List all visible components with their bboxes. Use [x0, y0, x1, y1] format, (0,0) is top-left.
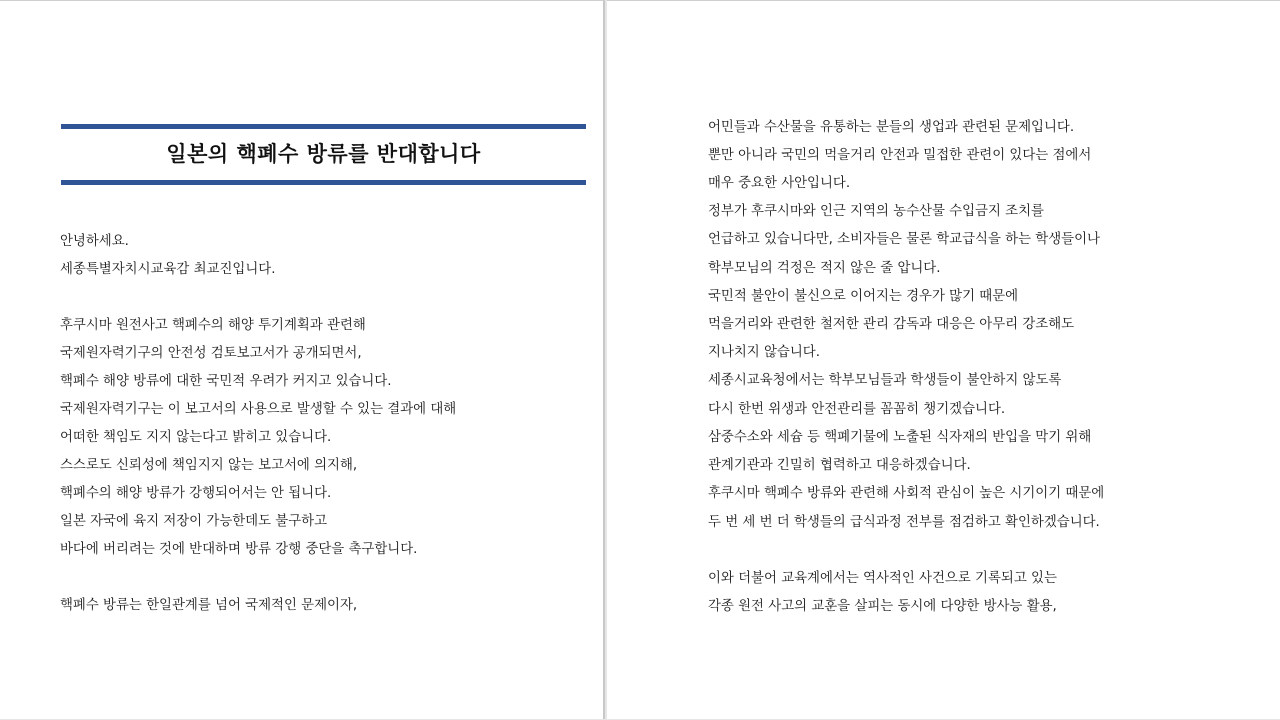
text-line: 매우 중요한 사안입니다.: [708, 176, 851, 191]
text-line: 먹을거리와 관련한 철저한 관리 감독과 대응은 아무리 강조해도: [708, 317, 1075, 332]
text-line: 뿐만 아니라 국민의 먹을거리 안전과 밀접한 관련이 있다는 점에서: [708, 148, 1092, 163]
text-line: 어떠한 책임도 지지 않는다고 밝히고 있습니다.: [60, 430, 332, 445]
text-line: 지나치지 않습니다.: [708, 345, 820, 360]
text-line: 다시 한번 위생과 안전관리를 꼼꼼히 챙기겠습니다.: [708, 402, 1006, 417]
text-line: 세종시교육청에서는 학부모님들과 학생들이 불안하지 않도록: [708, 373, 1062, 388]
text-line: 후쿠시마 핵폐수 방류와 관련해 사회적 관심이 높은 시기이기 때문에: [708, 486, 1105, 501]
text-line: 안녕하세요.: [60, 234, 129, 249]
text-line: 학부모님의 걱정은 적지 않은 줄 압니다.: [708, 261, 941, 276]
text-line: 두 번 세 번 더 학생들의 급식과정 전부를 점검하고 확인하겠습니다.: [708, 515, 1100, 530]
text-line: 스스로도 신뢰성에 책임지지 않는 보고서에 의지해,: [60, 458, 358, 473]
text-line: 언급하고 있습니다만, 소비자들은 물론 학교급식을 하는 학생들이나: [708, 232, 1100, 247]
text-line: 바다에 버리려는 것에 반대하며 방류 강행 중단을 촉구합니다.: [60, 542, 418, 557]
left-page: [0, 0, 605, 719]
text-line: 국민적 불안이 불신으로 이어지는 경우가 많기 때문에: [708, 289, 1019, 304]
text-line: 국제원자력기구의 안전성 검토보고서가 공개되면서,: [60, 346, 362, 361]
text-line: 핵폐수 방류는 한일관계를 넘어 국제적인 문제이자,: [60, 598, 358, 613]
title-rule-bottom: [61, 180, 586, 185]
text-line: 후쿠시마 원전사고 핵폐수의 해양 투기계획과 관련해: [60, 318, 366, 333]
text-line: 핵폐수의 해양 방류가 강행되어서는 안 됩니다.: [60, 486, 332, 501]
text-line: 정부가 후쿠시마와 인근 지역의 농수산물 수입금지 조치를: [708, 204, 1044, 219]
title-box: [61, 124, 586, 186]
text-line: 핵폐수 해양 방류에 대한 국민적 우려가 커지고 있습니다.: [60, 374, 392, 389]
right-page: [607, 0, 1280, 719]
text-line: 어민들과 수산물을 유통하는 분들의 생업과 관련된 문제입니다.: [708, 120, 1075, 135]
title-rule-top: [61, 124, 586, 129]
page-title: 일본의 핵폐수 방류를 반대합니다: [166, 142, 481, 166]
text-line: 세종특별자치시교육감 최교진입니다.: [60, 262, 276, 277]
text-line: 국제원자력기구는 이 보고서의 사용으로 발생할 수 있는 결과에 대해: [60, 402, 457, 417]
text-line: 각종 원전 사고의 교훈을 살피는 동시에 다양한 방사능 활용,: [708, 599, 1057, 614]
text-line: 관계기관과 긴밀히 협력하고 대응하겠습니다.: [708, 458, 971, 473]
text-line: 이와 더불어 교육계에서는 역사적인 사건으로 기록되고 있는: [708, 571, 1057, 586]
text-line: 일본 자국에 육지 저장이 가능한데도 불구하고: [60, 514, 328, 529]
text-line: 삼중수소와 세슘 등 핵폐기물에 노출된 식자재의 반입을 막기 위해: [708, 430, 1092, 445]
